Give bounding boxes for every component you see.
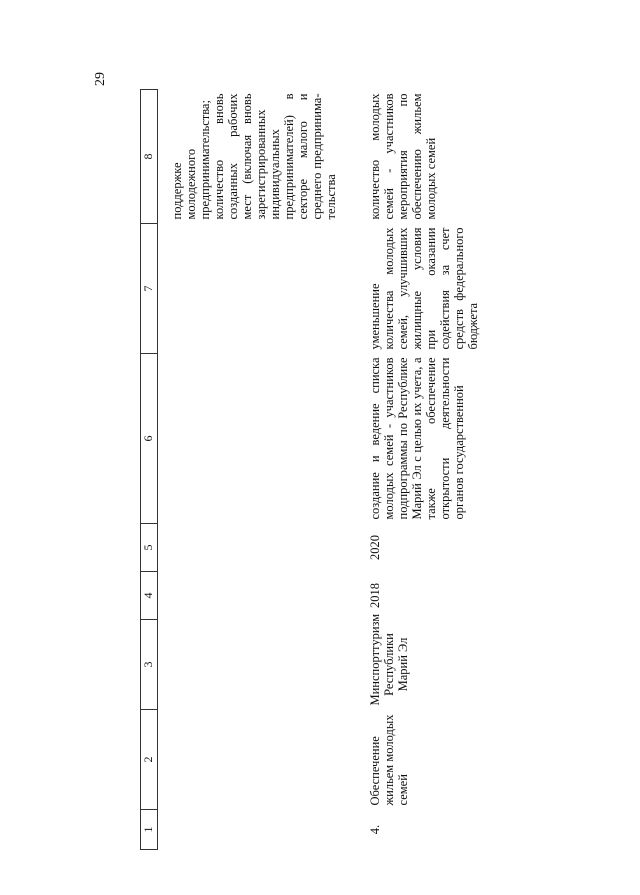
- header-col-3: 3: [141, 620, 158, 710]
- rotated-table-area: [140, 90, 530, 850]
- row-executor: Минспорттуризм Республики Марий Эл: [368, 613, 410, 706]
- header-col-6: 6: [141, 354, 158, 524]
- row-name: Обеспечение жильем молодых семей: [368, 714, 410, 806]
- row-number: 4.: [368, 824, 382, 835]
- program-table: [140, 89, 480, 850]
- header-col-2: 2: [141, 710, 158, 810]
- row-end-year: 2020: [368, 535, 382, 560]
- header-col-8: 8: [141, 90, 158, 224]
- prev-row-indicator: поддержке молодежного предпринимательства; количество вновь созданных рабочих мест (включая вновь зарегистрированных индивидуальных предпринимателей) в секторе малого и среднего предпринимательства: [170, 93, 338, 220]
- page-number: 29: [93, 72, 108, 86]
- row-result: создание и ведение списка молодых семей - участников подпрограммы по Республике Марий Эл с целью их учета, а также обеспечение открытости деятельности органов государственной: [368, 357, 466, 520]
- header-col-7: 7: [141, 224, 158, 354]
- table-row-continuation: [158, 90, 369, 850]
- header-col-1: 1: [141, 810, 158, 850]
- header-col-5: 5: [141, 524, 158, 572]
- table-row: [368, 90, 480, 850]
- row-consequence: уменьшение количества молодых семей, улучшивших жилищные условия при оказании содействия за счет средств федерального бюджета: [368, 227, 480, 350]
- header-col-4: 4: [141, 572, 158, 620]
- header-row: [141, 90, 158, 850]
- row-start-year: 2018: [368, 583, 382, 608]
- row-indicator: количество молодых семей - участников мероприятия по обеспечению жильем молодых семей: [368, 93, 438, 220]
